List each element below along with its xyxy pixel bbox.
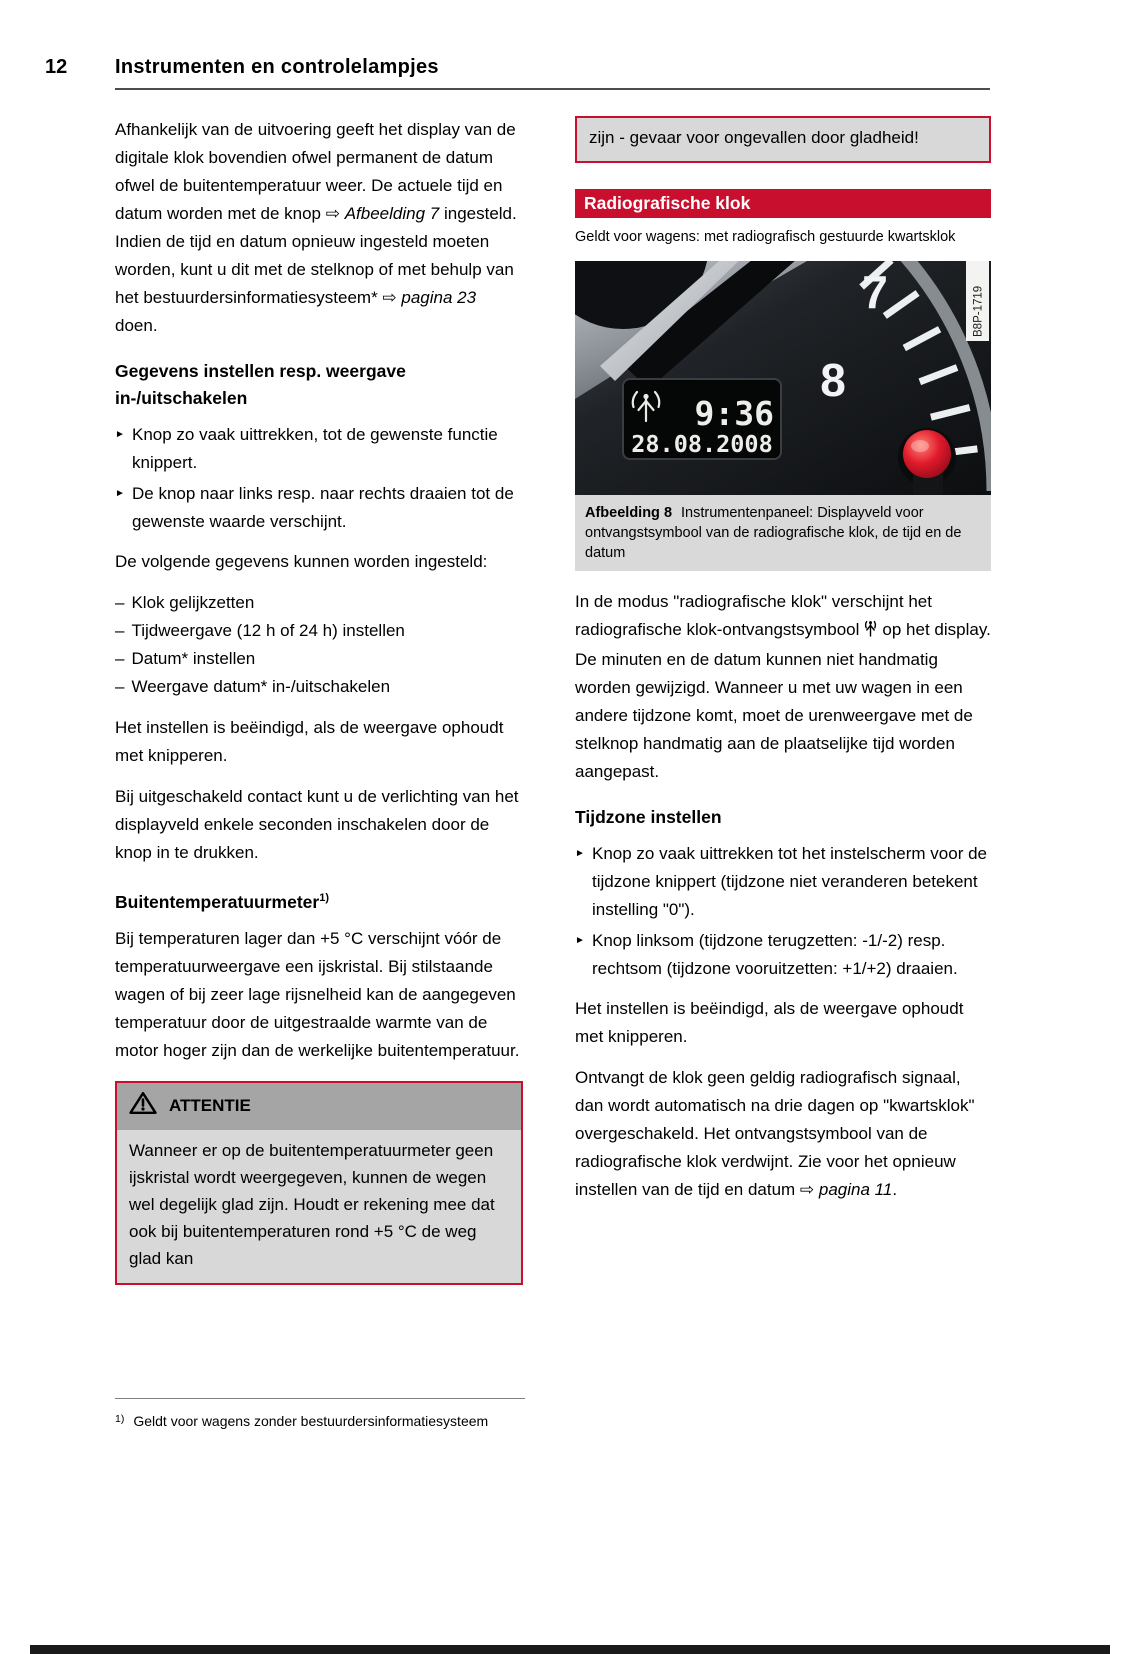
paragraph-timezone-done: Het instellen is beëindigd, als de weergave ophoudt met knipperen. (575, 999, 964, 1046)
knob-highlight (911, 440, 929, 452)
options-list (115, 589, 523, 701)
heading-outside-temperature-text: Buitentemperatuurmeter (115, 891, 320, 912)
warning-body-text: Wanneer er op de buitentemperatuurmeter geen ijskristal wordt weergegeven, kunnen de wegen wel degelijk glad zijn. Houdt er rekening mee dat ook bij buitentemperaturen rond +5 °C de weg glad kan (117, 1130, 521, 1283)
paragraph-temperature: Bij temperaturen lager dan +5 °C verschijnt vóór de temperatuurweergave een ijskristal. Bij stilstaande wagen of bij zeer lage rijsnelheid kan de aangegeven temperatuur door de uitgestraalde warmte van de motor hoger zijn dan de werkelijke buitentemperatuur. (115, 928, 520, 1060)
figure-instrument-panel (575, 261, 991, 495)
right-column (575, 116, 991, 1217)
header-divider (115, 88, 990, 90)
heading-settings: Gegevens instellen resp. weergave in-/uitschakelen (115, 361, 406, 408)
gauge-number-7: 7 (862, 266, 888, 318)
photo-code-label: B8P-1719 (972, 285, 985, 337)
applicability-note: Geldt voor wagens: met radiografisch gestuurde kwartsklok (575, 229, 956, 245)
list-item-text: Tijdweergave (12 h of 24 h) instellen (131, 621, 405, 640)
list-item (575, 840, 991, 924)
list-item-text: Weergave datum* in-/uitschakelen (131, 677, 391, 696)
left-column (115, 116, 523, 1285)
warning-continuation-box: zijn - gevaar voor ongevallen door gladheid! (575, 116, 991, 163)
footnote-reference: 1) (319, 892, 329, 904)
paragraph-display-light: Bij uitgeschakeld contact kunt u de verlichting van het displayveld enkele seconden inschakelen door de knop in te drukken. (115, 787, 519, 862)
warning-box (115, 1081, 523, 1285)
instrument-panel-graphic (575, 261, 991, 495)
paragraph-intro: Afhankelijk van de uitvoering geeft het display van de digitale klok bovendien ofwel permanent de datum ofwel de buitentemperatuur weer. De actuele tijd en datum worden met de knop ⇨ Afbeelding 7 ingesteld. Indien de tijd en datum opnieuw ingesteld moeten worden, kunt u dit met de stelknop of met behulp van het bestuurdersinformatiesysteem* ⇨ pagina 23 doen. (115, 120, 517, 335)
list-item-text: Klok gelijkzetten (131, 593, 255, 612)
settings-steps-list (115, 421, 523, 536)
paragraph-setting-done: Het instellen is beëindigd, als de weergave ophoudt met knipperen. (115, 718, 504, 765)
paragraph-options-intro: De volgende gegevens kunnen worden ingesteld: (115, 552, 488, 571)
section-heading-radio-clock: Radiografische klok (575, 189, 991, 218)
list-item (115, 645, 523, 673)
figure-caption (575, 495, 991, 571)
dash-marker: – (115, 649, 125, 668)
list-item (115, 617, 523, 645)
list-item (115, 673, 523, 701)
list-item (115, 480, 523, 536)
footer-bar (30, 1645, 1110, 1654)
figure-caption-text: Instrumentenpaneel: Displayveld voor ontvangstsymbool van de radiografische klok, de tijd en de datum (585, 505, 962, 561)
footnote (115, 1398, 525, 1432)
dash-marker: – (115, 677, 125, 696)
footnote-text: Geldt voor wagens zonder bestuurdersinformatiesysteem (133, 1413, 489, 1429)
warning-title: ATTENTIE (169, 1096, 251, 1116)
timezone-steps-list (575, 840, 991, 983)
footnote-marker: 1) (115, 1413, 125, 1425)
warning-triangle-icon (129, 1091, 157, 1122)
antenna-icon-dot (643, 394, 648, 399)
dash-marker: – (115, 621, 125, 640)
bullet-icon: ► (115, 488, 125, 499)
paragraph-signal-loss: Ontvangt de klok geen geldig radiografisch signaal, dan wordt automatisch na drie dagen op "kwartsklok" overgeschakeld. Het ontvangstsymbool van de radiografische klok verdwijnt. Zie voor het opnieuw instellen van de tijd en datum ⇨ pagina 11. (575, 1068, 975, 1199)
figure-caption-label: Afbeelding 8 (585, 505, 673, 521)
list-item-text: Knop zo vaak uittrekken, tot de gewenste functie knippert. (132, 425, 498, 472)
paragraph-radio-post: op het display. De minuten en de datum kunnen niet handmatig worden gewijzigd. Wanneer u met uw wagen in een andere tijdzone komt, moet de urenweergave met de stelknop handmatig aan de plaatselijke tijd worden aangepast. (575, 620, 991, 781)
list-item (575, 927, 991, 983)
list-item-text: Knop zo vaak uittrekken tot het instelscherm voor de tijdzone knippert (tijdzone niet veranderen betekent instelling "0"). (592, 844, 987, 919)
heading-timezone: Tijdzone instellen (575, 807, 722, 827)
list-item (115, 589, 523, 617)
red-setting-knob (903, 430, 951, 478)
list-item (115, 421, 523, 477)
clock-date: 28.08.2008 (631, 430, 773, 458)
paragraph-radio-pre: In de modus "radiografische klok" verschijnt het radiografische klok-ontvangstsymbool (575, 592, 932, 639)
list-item-text: De knop naar links resp. naar rechts draaien tot de gewenste waarde verschijnt. (132, 484, 514, 531)
dash-marker: – (115, 593, 125, 612)
clock-time: 9:36 (694, 394, 774, 433)
page-number: 12 (45, 56, 68, 78)
radio-signal-icon (864, 618, 877, 646)
bullet-icon: ► (115, 429, 125, 440)
gauge-number-8: 8 (820, 354, 846, 406)
bullet-icon: ► (575, 848, 585, 859)
paragraph-radio-mode (575, 588, 991, 786)
list-item-text: Datum* instellen (131, 649, 256, 668)
list-item-text: Knop linksom (tijdzone terugzetten: -1/-2) resp. rechtsom (tijdzone vooruitzetten: +1/+2) draaien. (592, 931, 958, 978)
bullet-icon: ► (575, 935, 585, 946)
chapter-title: Instrumenten en controlelampjes (115, 56, 439, 78)
heading-outside-temperature (115, 885, 523, 916)
warning-header (117, 1083, 521, 1130)
